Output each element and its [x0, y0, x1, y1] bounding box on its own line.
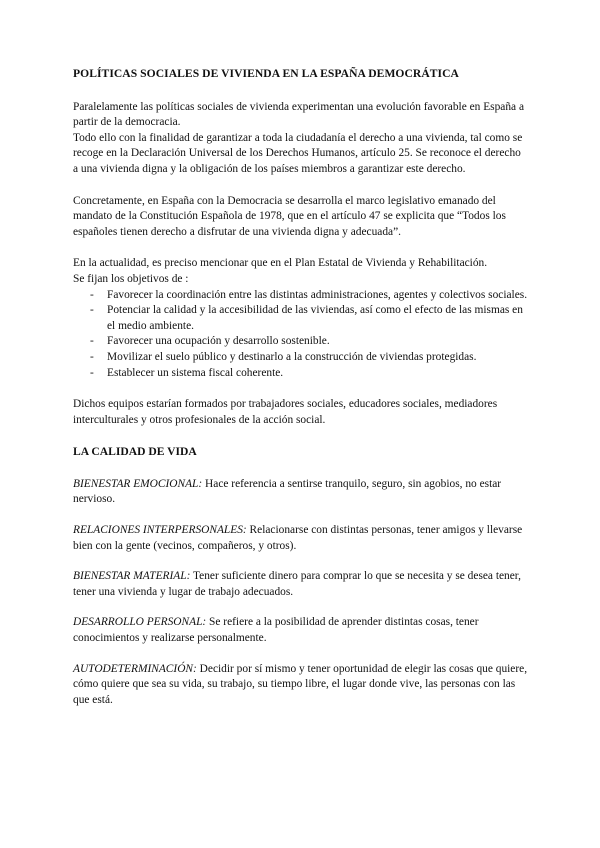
document-title: POLÍTICAS SOCIALES DE VIVIENDA EN LA ESPAÑA DEMOCRÁTICA — [73, 67, 459, 80]
quality-item — [73, 523, 528, 554]
quality-item — [73, 615, 528, 646]
quality-term: BIENESTAR MATERIAL: — [73, 570, 191, 583]
quality-item — [73, 662, 528, 709]
list-item-text: Favorecer la coordinación entre las distintas administraciones, agentes y colectivos sociales. — [107, 288, 528, 301]
list-item-text: Establecer un sistema fiscal coherente. — [107, 366, 284, 379]
quality-desc: Hace referencia a sentirse tranquilo, seguro, sin agobios, no estar nervioso. — [73, 477, 502, 506]
quality-term: DESARROLLO PERSONAL: — [73, 616, 207, 629]
objectives-list — [73, 288, 528, 382]
quality-desc: Tener suficiente dinero para comprar lo que se necesita y se desea tener, tener una vivienda y lugar de trabajo adecuados. — [73, 570, 521, 598]
quality-desc: Se refiere a la posibilidad de aprender distintas cosas, tener conocimientos y realizarse personalmente. — [73, 616, 479, 645]
list-item — [73, 288, 528, 304]
list-item-text: Movilizar el suelo público y destinarlo a la construcción de viviendas protegidas. — [107, 350, 477, 363]
list-dash: - — [90, 288, 94, 301]
list-item — [73, 350, 528, 366]
quality-term: RELACIONES INTERPERSONALES: — [73, 524, 247, 537]
list-dash: - — [90, 335, 94, 348]
intro-line-2: Todo ello con la finalidad de garantizar a toda la ciudadanía el derecho a una vivienda, tal como se recoge en la Declaración Universal de los Derechos Humanos, artículo 25. Se reconoce el derecho a una vivienda digna y la obligación de los países miembros a garantizar este derecho. — [73, 131, 523, 175]
quality-item — [73, 477, 528, 508]
quality-heading: LA CALIDAD DE VIDA — [73, 445, 197, 459]
plan-line-1: En la actualidad, es preciso mencionar que en el Plan Estatal de Vivienda y Rehabilitación. — [73, 257, 488, 270]
quality-desc: Relacionarse con distintas personas, tener amigos y llevarse bien con la gente (vecinos, compañeros, y otros). — [73, 524, 523, 552]
list-dash: - — [90, 366, 94, 379]
quality-term: AUTODETERMINACIÓN: — [73, 662, 197, 675]
list-dash: - — [90, 304, 94, 317]
list-item-text: Favorecer una ocupación y desarrollo sostenible. — [107, 335, 330, 348]
list-item — [73, 303, 528, 334]
list-item — [73, 366, 528, 382]
list-item-text: Potenciar la calidad y la accesibilidad de las viviendas, así como el efecto de las mismas en el medio ambiente. — [107, 304, 523, 332]
constitution-paragraph: Concretamente, en España con la Democracia se desarrolla el marco legislativo emanado del mandato de la Constitución Española de 1978, que en el artículo 47 se explicita que “Todos los españoles tienen derecho a disfrutar de una vivienda digna y adecuada”. — [73, 194, 506, 238]
plan-paragraph — [73, 256, 528, 287]
quality-item — [73, 569, 528, 600]
plan-line-2: Se fijan los objetivos de : — [73, 272, 189, 285]
teams-paragraph: Dichos equipos estarían formados por trabajadores sociales, educadores sociales, mediadores interculturales y otros profesionales de la acción social. — [73, 398, 498, 426]
list-dash: - — [90, 350, 94, 363]
quality-desc: Decidir por sí mismo y tener oportunidad de elegir las cosas que quiere, cómo quiere que sea su vida, su trabajo, su tiempo libre, el lugar donde vive, las personas con las que está. — [73, 662, 528, 706]
intro-line-1: Paralelamente las políticas sociales de vivienda experimentan una evolución favorable en España a partir de la democracia. — [73, 100, 525, 129]
list-item — [73, 334, 528, 350]
quality-term: BIENESTAR EMOCIONAL: — [73, 477, 203, 490]
intro-paragraph — [73, 100, 528, 178]
